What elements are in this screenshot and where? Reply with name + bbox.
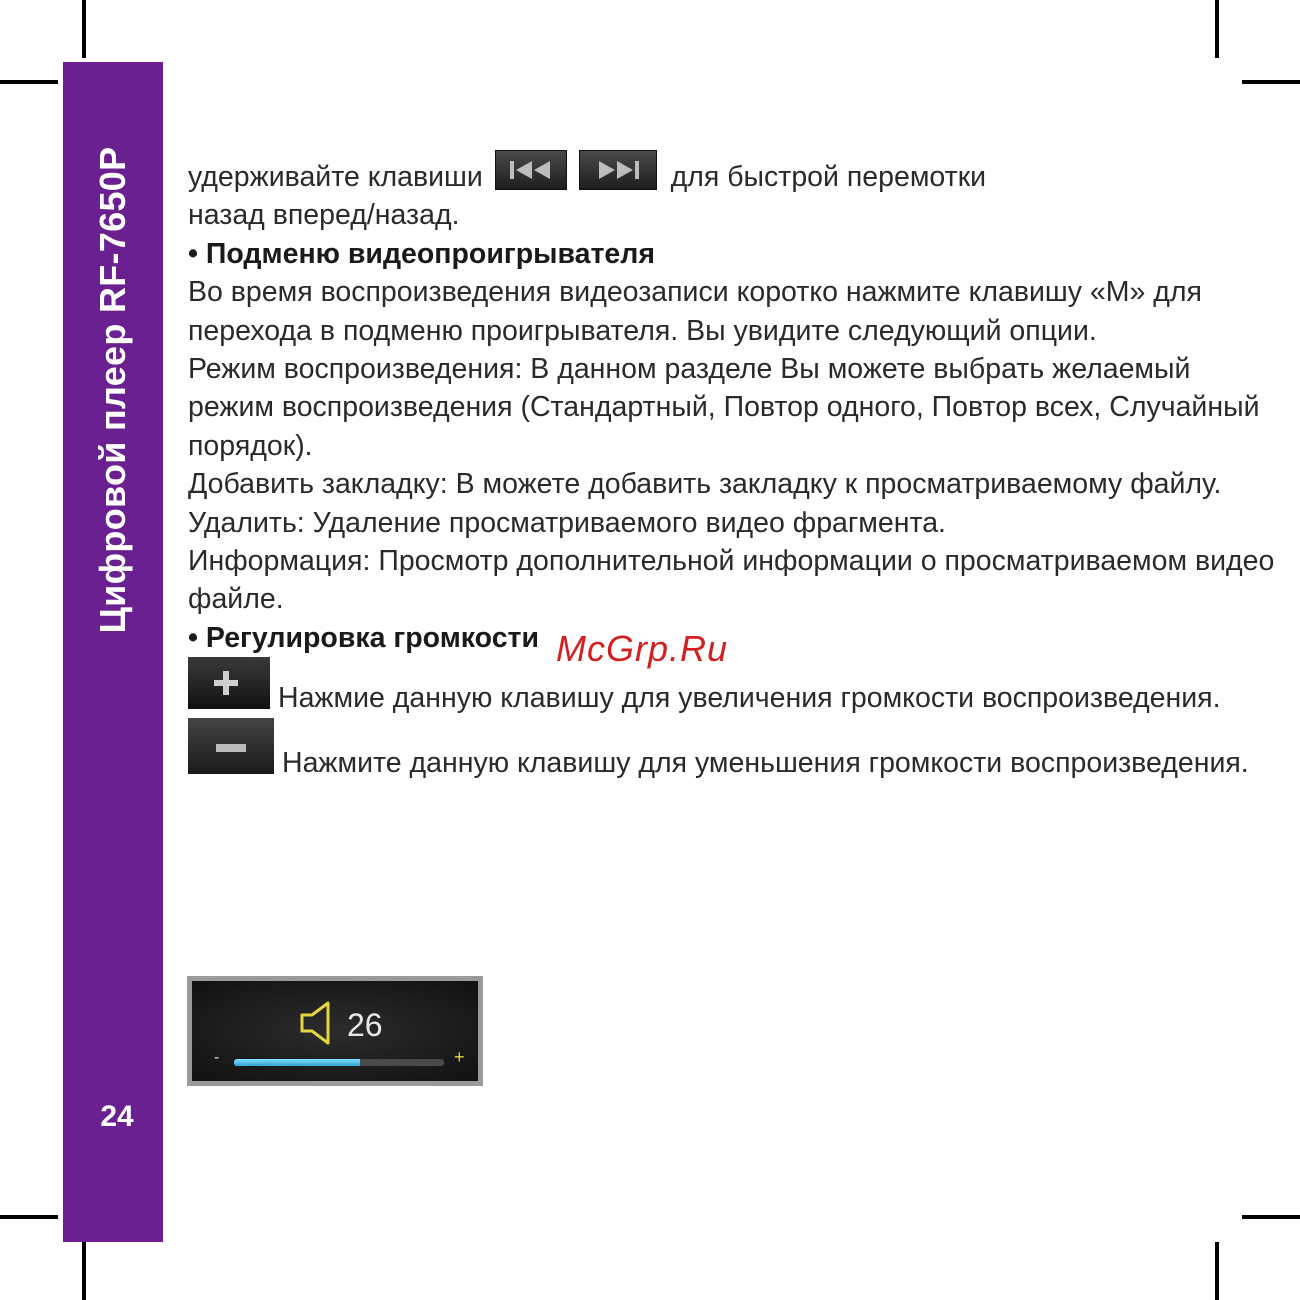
- crop-mark-top-left-horizontal: [0, 80, 58, 84]
- crop-mark-bottom-right-vertical: [1215, 1242, 1219, 1300]
- section-heading-video-submenu: • Подменю видеопроигрывателя: [188, 237, 656, 270]
- crop-mark-top-left-vertical: [82, 0, 86, 58]
- volume-panel-screen: [192, 981, 478, 1081]
- paragraph-delete: Удалить: Удаление просматриваемого видео фрагмента.: [188, 506, 946, 539]
- volume-up-line: [188, 657, 1278, 717]
- sidebar-title: Цифровой плеер RF-7650P: [92, 146, 133, 634]
- intro-line: [188, 150, 1278, 196]
- section-heading-volume: • Регулировка громкости: [188, 621, 540, 654]
- paragraph-add-bookmark: Добавить закладку: В можете добавить закладку к просматриваемому файлу.: [188, 468, 1222, 501]
- crop-mark-top-right-vertical: [1215, 0, 1219, 58]
- volume-value: 26: [347, 1007, 383, 1043]
- volume-down-text: Нажмите данную клавишу для уменьшения громкости воспроизведения.: [282, 746, 1249, 779]
- volume-panel: [187, 976, 483, 1086]
- intro-text-a: удерживайте клавиши: [188, 161, 483, 193]
- paragraph-submenu-intro: Во время воспроизведения видеозаписи коротко нажмите клавишу «М» для перехода в подменю проигрывателя. Вы увидите следующий опции.: [188, 276, 1202, 347]
- crop-mark-bottom-left-horizontal: [0, 1215, 58, 1219]
- volume-min-label: -: [214, 1049, 220, 1066]
- crop-mark-bottom-left-vertical: [82, 1242, 86, 1300]
- volume-bar[interactable]: [234, 1059, 444, 1066]
- fast-forward-icon: [579, 150, 657, 190]
- crop-mark-bottom-right-horizontal: [1242, 1215, 1300, 1219]
- paragraph-information: Информация: Просмотр дополнительной информации о просматриваемом видео файле.: [188, 545, 1275, 616]
- volume-bar-fill: [234, 1059, 360, 1066]
- rewind-icon: [495, 150, 567, 190]
- minus-icon: [188, 718, 274, 774]
- watermark: McGrp.Ru: [556, 628, 729, 669]
- intro-line-2: назад вперед/назад.: [188, 199, 460, 232]
- plus-icon: [188, 657, 270, 709]
- speaker-icon: [298, 1001, 338, 1045]
- crop-mark-top-right-horizontal: [1242, 80, 1300, 84]
- volume-up-text: Нажмие данную клавишу для увеличения громкости воспроизведения.: [278, 682, 1221, 715]
- page-number: 24: [100, 1100, 134, 1133]
- page-content: [188, 150, 1278, 782]
- volume-max-label: +: [454, 1047, 465, 1067]
- paragraph-play-mode: Режим воспроизведения: В данном разделе Вы можете выбрать желаемый режим воспроизведения (Стандартный, Повтор одного, Повтор всех, Случайный порядок).: [188, 353, 1260, 462]
- intro-text-b: для быстрой перемотки: [670, 161, 987, 193]
- volume-down-line: [188, 718, 1278, 782]
